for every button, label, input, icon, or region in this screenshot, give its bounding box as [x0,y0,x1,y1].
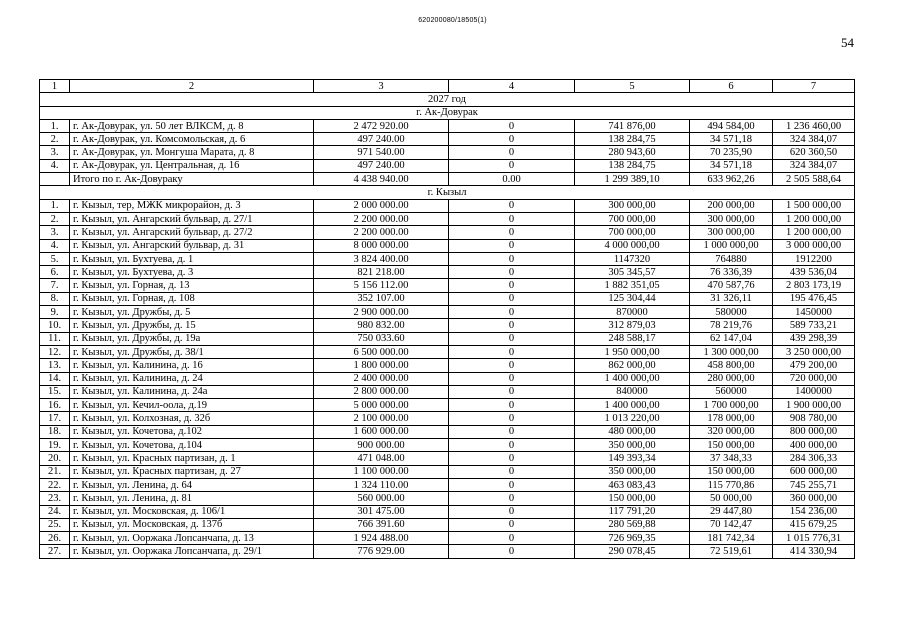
table-cell: 1 013 220,00 [575,412,690,425]
table-cell: 470 587,76 [690,279,773,292]
table-cell: 0 [449,518,575,531]
table-cell: 0 [449,399,575,412]
total-cell: 4 438 940.00 [314,173,449,186]
table-cell: 324 384,07 [773,133,855,146]
column-number-cell: 5 [575,80,690,93]
table-cell: 479 200,00 [773,359,855,372]
column-number-cell: 6 [690,80,773,93]
table-cell: г. Кызыл, ул. Калинина, д. 24 [70,372,314,385]
table-cell: г. Кызыл, ул. Ангарский бульвар, д. 27/2 [70,226,314,239]
table-cell: 980 832.00 [314,319,449,332]
table-cell: 12. [40,345,70,358]
table-row [40,399,855,412]
table-cell: 280 569,88 [575,518,690,531]
table-cell: 13. [40,359,70,372]
table-cell: 560000 [690,385,773,398]
table-cell: 6. [40,266,70,279]
table-cell: г. Кызыл, ул. Дружбы, д. 19а [70,332,314,345]
table-cell: 870000 [575,306,690,319]
city-section-title: г. Ак-Довурак [40,106,855,119]
table-cell: г. Ак-Довурак, ул. 50 лет ВЛКСМ, д. 8 [70,119,314,132]
table-cell: 0 [449,212,575,225]
table-cell: 150 000,00 [575,492,690,505]
table-row [40,359,855,372]
table-cell: 900 000.00 [314,439,449,452]
table-cell: 280 943,60 [575,146,690,159]
table-cell: 1400000 [773,385,855,398]
table-cell: 1 200 000,00 [773,212,855,225]
table-row [40,332,855,345]
table-cell: 0 [449,465,575,478]
table-cell: 480 000,00 [575,425,690,438]
table-cell: 750 033.60 [314,332,449,345]
table-cell: 458 800,00 [690,359,773,372]
table-row [40,306,855,319]
table-cell: 1 500 000,00 [773,199,855,212]
table-cell: 0 [449,119,575,132]
table-cell: 745 255,71 [773,478,855,491]
table-cell: 7. [40,279,70,292]
table-cell: 439 536,04 [773,266,855,279]
total-cell: 2 505 588,64 [773,173,855,186]
table-cell: 0 [449,319,575,332]
table-row [40,345,855,358]
table-cell: 115 770,86 [690,478,773,491]
table-cell: 400 000,00 [773,439,855,452]
table-cell: 10. [40,319,70,332]
table-cell: 741 876,00 [575,119,690,132]
table-cell: 4. [40,239,70,252]
table-cell: г. Кызыл, ул. Дружбы, д. 15 [70,319,314,332]
table-cell: 1. [40,199,70,212]
table-row [40,385,855,398]
table-cell: г. Ак-Довурак, ул. Монгуша Марата, д. 8 [70,146,314,159]
table-cell: 70 235,90 [690,146,773,159]
table-cell: 8. [40,292,70,305]
table-cell: 138 284,75 [575,159,690,172]
table-cell: 1 000 000,00 [690,239,773,252]
table-cell: 280 000,00 [690,372,773,385]
table-cell: 3 250 000,00 [773,345,855,358]
table-cell: г. Кызыл, ул. Ленина, д. 64 [70,478,314,491]
table-cell: г. Ак-Довурак, ул. Центральная, д. 16 [70,159,314,172]
table-cell: г. Кызыл, ул. Красных партизан, д. 27 [70,465,314,478]
table-row [40,492,855,505]
table-cell: 3 000 000,00 [773,239,855,252]
table-cell: 580000 [690,306,773,319]
table-row [40,465,855,478]
table-cell: 2 200 000.00 [314,212,449,225]
table-cell: 1 236 460,00 [773,119,855,132]
table-cell: 248 588,17 [575,332,690,345]
table-cell: г. Кызыл, ул. Дружбы, д. 38/1 [70,345,314,358]
table-cell: г. Кызыл, ул. Колхозная, д. 32б [70,412,314,425]
table-cell: г. Кызыл, ул. Бухтуева, д. 3 [70,266,314,279]
table-cell: 2 472 920.00 [314,119,449,132]
table-cell: 117 791,20 [575,505,690,518]
table-cell: 2. [40,133,70,146]
table-cell: 21. [40,465,70,478]
table-cell: 1 924 488.00 [314,532,449,545]
table-cell: 971 540.00 [314,146,449,159]
table-row [40,518,855,531]
table-cell: 0 [449,545,575,558]
table-cell: 1 300 000,00 [690,345,773,358]
table-cell: 2 800 000.00 [314,385,449,398]
table-cell: 0 [449,492,575,505]
table-cell: 0 [449,505,575,518]
table-cell: 149 393,34 [575,452,690,465]
table-row [40,252,855,265]
table-cell: г. Кызыл, ул. Бухтуева, д. 1 [70,252,314,265]
city-section-title: г. Кызыл [40,186,855,199]
table-cell: 2 100 000.00 [314,412,449,425]
table-cell: 497 240.00 [314,159,449,172]
table-cell: г. Кызыл, ул. Кочетова, д.104 [70,439,314,452]
table-cell: г. Кызыл, ул. Ленина, д. 81 [70,492,314,505]
table-cell: 150 000,00 [690,465,773,478]
table-cell: 200 000,00 [690,199,773,212]
table-row [40,545,855,558]
table-cell: 0 [449,478,575,491]
table-cell: 181 742,34 [690,532,773,545]
table-cell: 620 360,50 [773,146,855,159]
table-cell: 29 447,80 [690,505,773,518]
table-cell: 300 000,00 [575,199,690,212]
table-cell: 0 [449,226,575,239]
table-cell: 15. [40,385,70,398]
table-cell: 0 [449,252,575,265]
table-cell: 766 391.60 [314,518,449,531]
table-cell: 700 000,00 [575,212,690,225]
table-cell: 70 142,47 [690,518,773,531]
register-table [39,79,855,559]
table-cell: 34 571,18 [690,133,773,146]
table-cell: 27. [40,545,70,558]
table-cell: 2 000 000.00 [314,199,449,212]
table-cell: 150 000,00 [690,439,773,452]
table-cell: 776 929.00 [314,545,449,558]
table-cell: 0 [449,439,575,452]
year-row [40,93,855,106]
table-cell: 1 100 000.00 [314,465,449,478]
table-cell: 0 [449,199,575,212]
column-number-cell: 3 [314,80,449,93]
table-cell: 0 [449,385,575,398]
table-row [40,119,855,132]
table-row [40,505,855,518]
table-cell: 34 571,18 [690,159,773,172]
table-cell: 1 950 000,00 [575,345,690,358]
table-cell: 320 000,00 [690,425,773,438]
table-cell: 312 879,03 [575,319,690,332]
table-cell: 300 000,00 [690,226,773,239]
table-cell: 821 218.00 [314,266,449,279]
table-cell: 76 336,39 [690,266,773,279]
total-cell: 1 299 389,10 [575,173,690,186]
table-cell: 350 000,00 [575,439,690,452]
table-cell: 26. [40,532,70,545]
table-cell: 4 000 000,00 [575,239,690,252]
table-row [40,212,855,225]
table-cell: 16. [40,399,70,412]
table-cell: 1 900 000,00 [773,399,855,412]
page-number: 54 [841,35,854,50]
total-row [40,173,855,186]
table-cell: г. Кызыл, ул. Кочетова, д.102 [70,425,314,438]
table-cell: г. Кызыл, ул. Ангарский бульвар, д. 31 [70,239,314,252]
table-cell: г. Кызыл, ул. Красных партизан, д. 1 [70,452,314,465]
year-label: 2027 год [40,93,855,106]
table-cell: 305 345,57 [575,266,690,279]
table-row [40,425,855,438]
table-row [40,266,855,279]
table-cell: 494 584,00 [690,119,773,132]
table-cell: 0 [449,133,575,146]
total-cell [40,173,70,186]
total-cell: 0.00 [449,173,575,186]
table-cell: 0 [449,532,575,545]
table-cell: 1 600 000.00 [314,425,449,438]
table-cell: 1 400 000,00 [575,399,690,412]
table-cell: 2 200 000.00 [314,226,449,239]
table-cell: 560 000.00 [314,492,449,505]
column-number-row [40,80,855,93]
table-cell: 290 078,45 [575,545,690,558]
table-cell: 415 679,25 [773,518,855,531]
table-cell: г. Кызыл, ул. Кечил-оола, д.19 [70,399,314,412]
table-cell: 0 [449,279,575,292]
table-cell: 23. [40,492,70,505]
table-cell: 1450000 [773,306,855,319]
total-cell: 633 962,26 [690,173,773,186]
table-cell: 0 [449,306,575,319]
table-cell: 0 [449,372,575,385]
table-cell: г. Кызыл, ул. Калинина, д. 16 [70,359,314,372]
table-row [40,478,855,491]
table-cell: 18. [40,425,70,438]
table-row [40,319,855,332]
table-cell: г. Кызыл, ул. Горная, д. 13 [70,279,314,292]
table-cell: 24. [40,505,70,518]
table-cell: 3. [40,226,70,239]
table-cell: 1912200 [773,252,855,265]
table-cell: г. Кызыл, ул. Ангарский бульвар, д. 27/1 [70,212,314,225]
table-cell: 726 969,35 [575,532,690,545]
table-row [40,452,855,465]
table-cell: 352 107.00 [314,292,449,305]
table-cell: г. Кызыл, ул. Дружбы, д. 5 [70,306,314,319]
table-cell: 62 147,04 [690,332,773,345]
table-cell: 0 [449,425,575,438]
table-cell: 1 400 000,00 [575,372,690,385]
table-cell: 154 236,00 [773,505,855,518]
table-cell: 0 [449,146,575,159]
table-row [40,279,855,292]
table-cell: 25. [40,518,70,531]
table-cell: г. Кызыл, ул. Горная, д. 108 [70,292,314,305]
table-cell: 471 048.00 [314,452,449,465]
table-row [40,239,855,252]
table-cell: 31 326,11 [690,292,773,305]
table-cell: 0 [449,332,575,345]
table-cell: 1. [40,119,70,132]
table-row [40,412,855,425]
table-cell: 1147320 [575,252,690,265]
table-cell: 720 000,00 [773,372,855,385]
table-cell: 764880 [690,252,773,265]
table-cell: 840000 [575,385,690,398]
table-cell: 700 000,00 [575,226,690,239]
table-cell: 414 330,94 [773,545,855,558]
table-cell: 14. [40,372,70,385]
table-cell: 1 200 000,00 [773,226,855,239]
table-cell: 1 015 776,31 [773,532,855,545]
table-cell: 78 219,76 [690,319,773,332]
table-row [40,439,855,452]
table-cell: 0 [449,345,575,358]
table-cell: 0 [449,239,575,252]
table-cell: 0 [449,266,575,279]
table-cell: 0 [449,159,575,172]
table-cell: 439 298,39 [773,332,855,345]
city-section-row [40,106,855,119]
table-cell: 463 083,43 [575,478,690,491]
table-cell: 1 882 351,05 [575,279,690,292]
column-number-cell: 7 [773,80,855,93]
table-cell: 0 [449,452,575,465]
table-row [40,226,855,239]
table-row [40,532,855,545]
table-cell: 0 [449,359,575,372]
table-row [40,292,855,305]
table-cell: 195 476,45 [773,292,855,305]
table-cell: 589 733,21 [773,319,855,332]
table-cell: г. Кызыл, ул. Ооржака Лопсанчапа, д. 29/1 [70,545,314,558]
table-cell: 360 000,00 [773,492,855,505]
table-cell: г. Кызыл, ул. Московская, д. 106/1 [70,505,314,518]
table-cell: г. Кызыл, ул. Калинина, д. 24а [70,385,314,398]
table-row [40,133,855,146]
table-cell: 2. [40,212,70,225]
table-row [40,146,855,159]
table-cell: г. Кызыл, ул. Московская, д. 137б [70,518,314,531]
table-cell: 3 824 400.00 [314,252,449,265]
table-cell: 908 780,00 [773,412,855,425]
table-cell: 300 000,00 [690,212,773,225]
column-number-cell: 2 [70,80,314,93]
document-id: 620200080/18505(1) [418,17,487,24]
table-cell: 37 348,33 [690,452,773,465]
city-section-row [40,186,855,199]
table-cell: 497 240.00 [314,133,449,146]
table-cell: 800 000,00 [773,425,855,438]
column-number-cell: 1 [40,80,70,93]
table-cell: 5. [40,252,70,265]
table-cell: 0 [449,412,575,425]
table-cell: 125 304,44 [575,292,690,305]
table-cell: 9. [40,306,70,319]
table-cell: 20. [40,452,70,465]
table-cell: 1 700 000,00 [690,399,773,412]
table-row [40,159,855,172]
table-cell: 6 500 000.00 [314,345,449,358]
total-cell: Итого по г. Ак-Довураку [70,173,314,186]
table-cell: 72 519,61 [690,545,773,558]
table-cell: г. Кызыл, тер, МЖК микрорайон, д. 3 [70,199,314,212]
table-cell: г. Ак-Довурак, ул. Комсомольская, д. 6 [70,133,314,146]
table-cell: 3. [40,146,70,159]
table-cell: 22. [40,478,70,491]
table-cell: 2 803 173,19 [773,279,855,292]
table-cell: 11. [40,332,70,345]
table-cell: 350 000,00 [575,465,690,478]
table-cell: 284 306,33 [773,452,855,465]
table-cell: 138 284,75 [575,133,690,146]
table-cell: г. Кызыл, ул. Ооржака Лопсанчапа, д. 13 [70,532,314,545]
table-cell: 8 000 000.00 [314,239,449,252]
table-cell: 17. [40,412,70,425]
table-cell: 324 384,07 [773,159,855,172]
column-number-cell: 4 [449,80,575,93]
table-cell: 5 156 112.00 [314,279,449,292]
table-cell: 1 800 000.00 [314,359,449,372]
table-cell: 2 900 000.00 [314,306,449,319]
table-cell: 50 000,00 [690,492,773,505]
table-cell: 0 [449,292,575,305]
table-cell: 19. [40,439,70,452]
table-cell: 301 475.00 [314,505,449,518]
table-cell: 2 400 000.00 [314,372,449,385]
table-cell: 5 000 000.00 [314,399,449,412]
table-cell: 600 000,00 [773,465,855,478]
table-cell: 862 000,00 [575,359,690,372]
table-cell: 1 324 110.00 [314,478,449,491]
table-row [40,372,855,385]
table-cell: 178 000,00 [690,412,773,425]
table-cell: 4. [40,159,70,172]
table-row [40,199,855,212]
register-table-body [40,80,855,559]
